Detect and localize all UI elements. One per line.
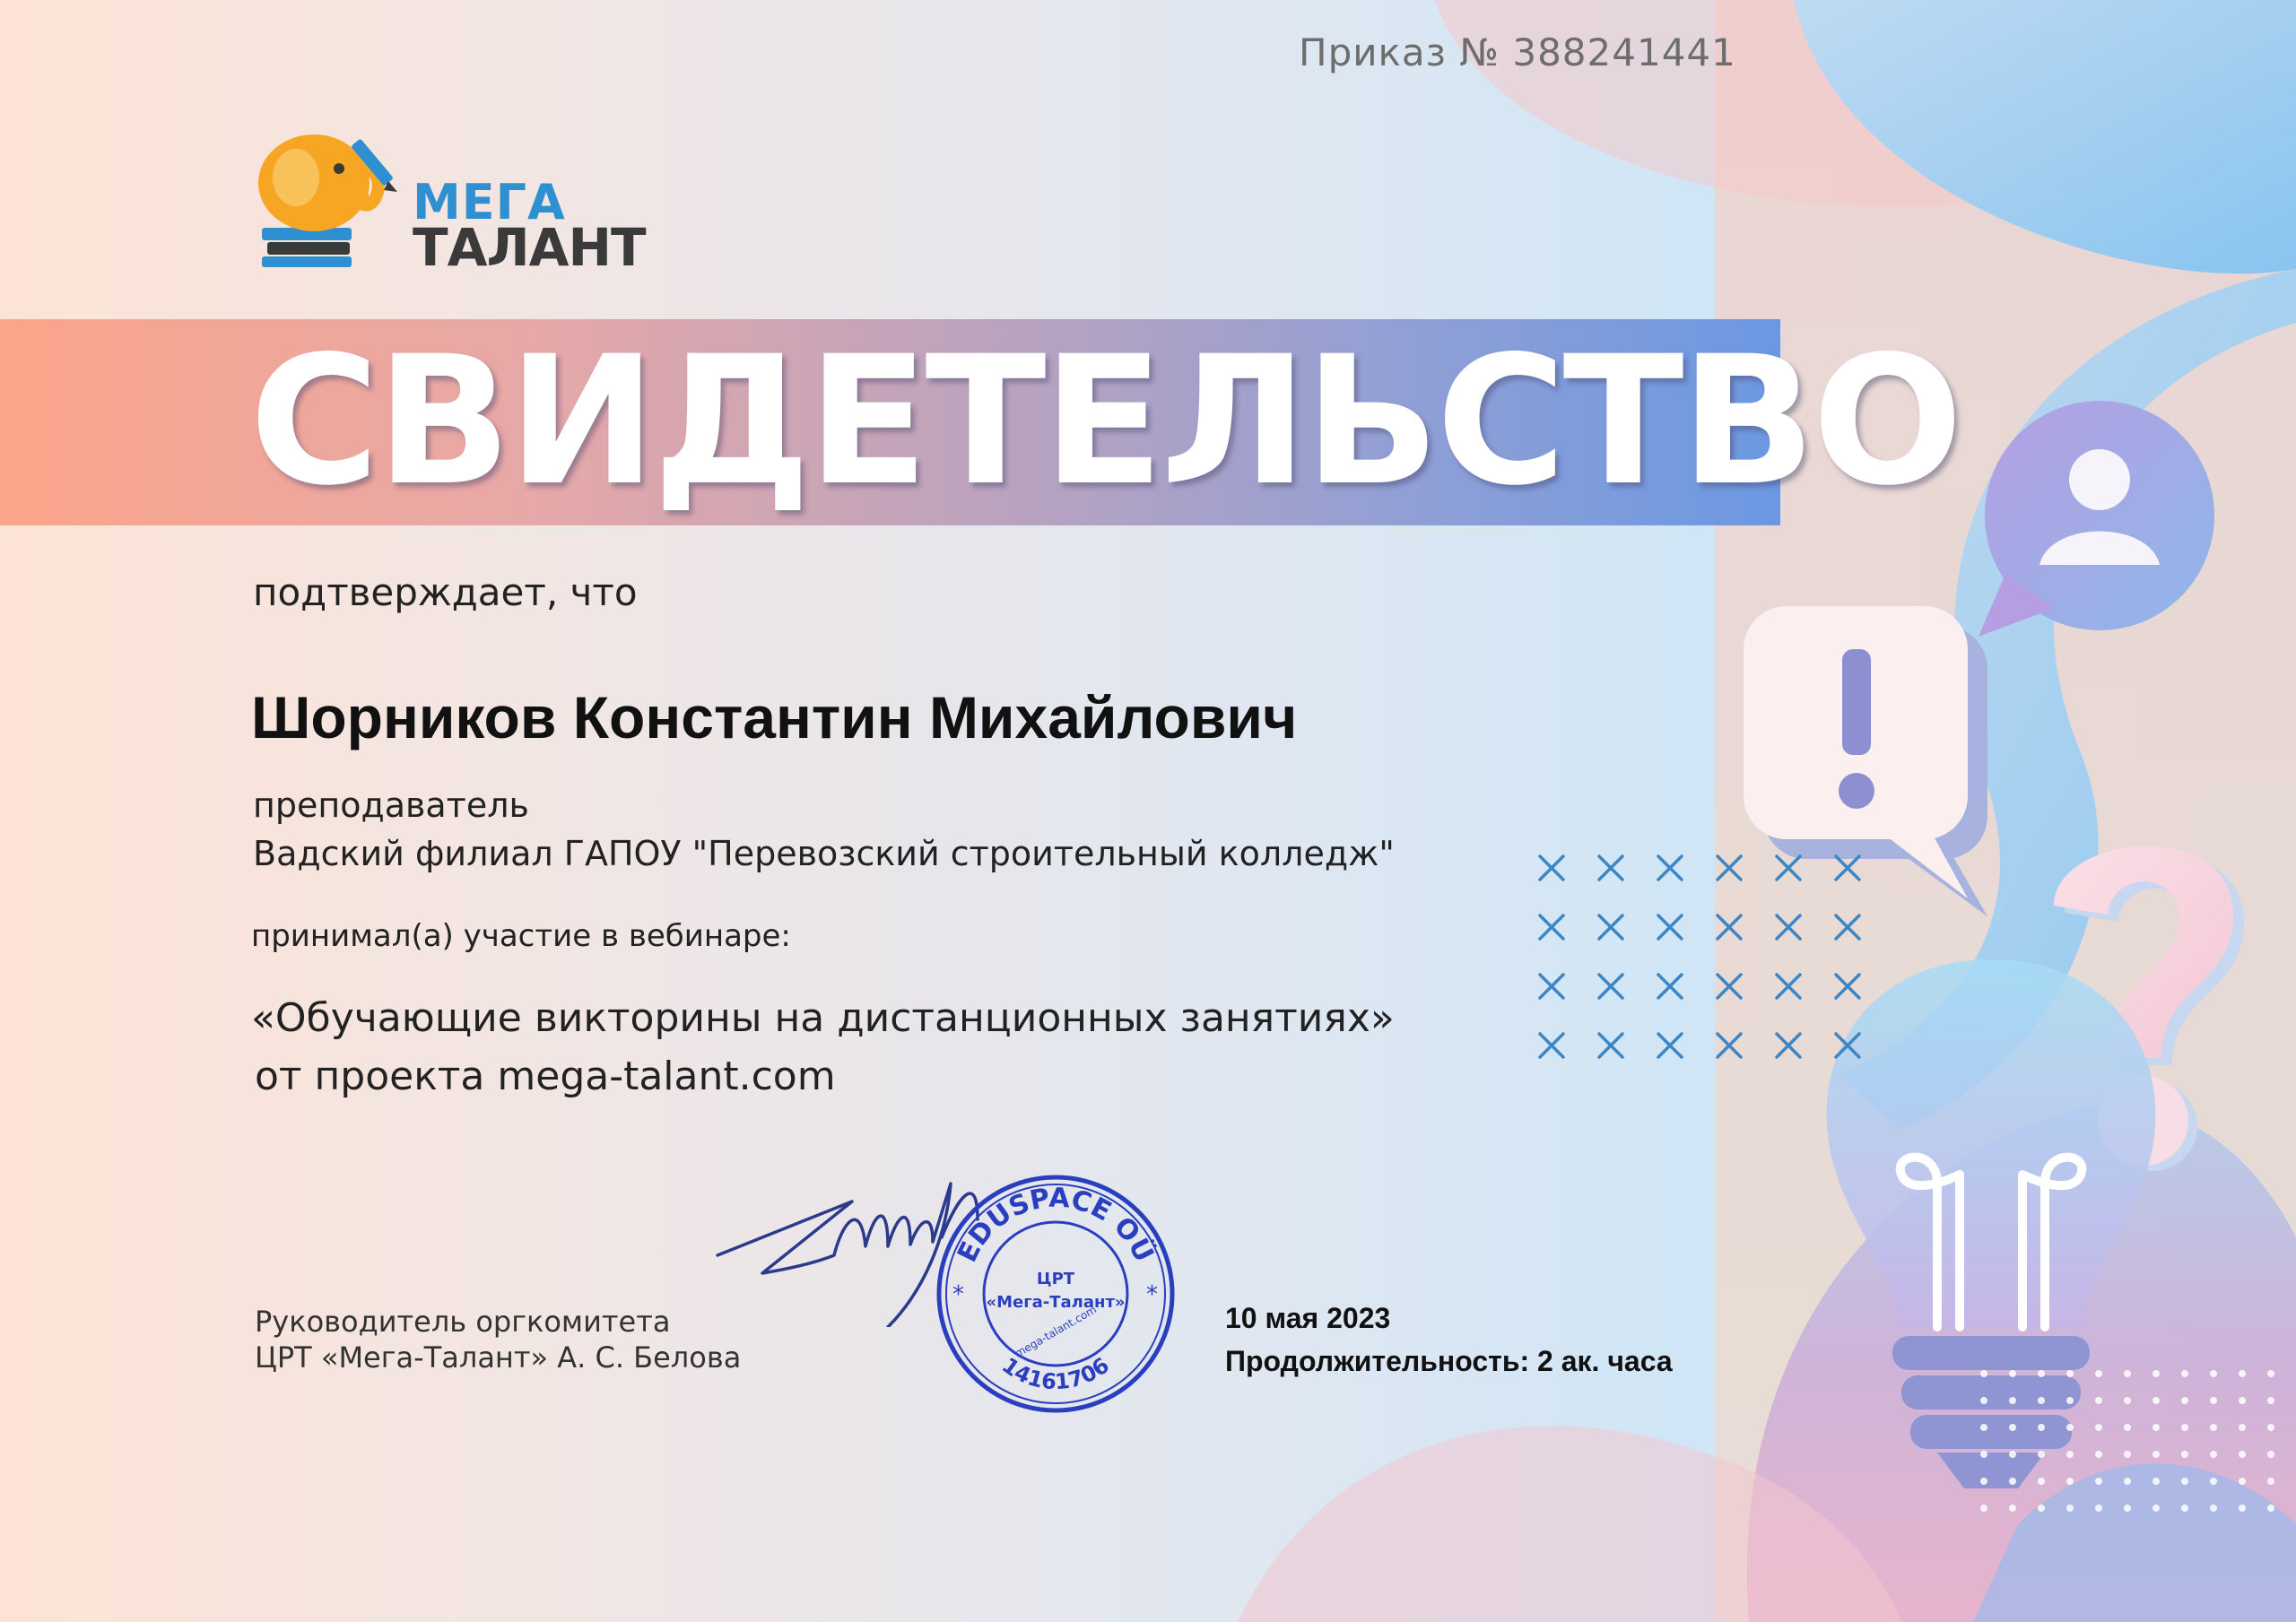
dot (2066, 1370, 2074, 1377)
dot (2009, 1451, 2016, 1458)
dot (2095, 1451, 2102, 1458)
elephant-logo-icon (249, 127, 411, 271)
dot (2124, 1505, 2131, 1512)
dot (2267, 1478, 2274, 1485)
dot (2210, 1424, 2217, 1431)
cross-mark (1777, 975, 1800, 998)
dot (2038, 1505, 2045, 1512)
dot-grid-pattern (1973, 1363, 2296, 1542)
dot (1980, 1505, 1987, 1512)
dot (2181, 1505, 2188, 1512)
cross-mark (1540, 915, 1563, 939)
dot (2152, 1478, 2160, 1485)
cross-mark (1777, 1034, 1800, 1057)
dot (2038, 1478, 2045, 1485)
dot (2066, 1424, 2074, 1431)
dot (2009, 1370, 2016, 1377)
dot (2152, 1397, 2160, 1404)
dot (2239, 1505, 2246, 1512)
dot (1980, 1424, 1987, 1431)
dot (2009, 1424, 2016, 1431)
cross-mark (1599, 856, 1622, 880)
recipient-name: Шорников Константин Михайлович (251, 684, 1298, 750)
cross-mark (1658, 975, 1682, 998)
dot (2181, 1451, 2188, 1458)
cross-mark (1777, 856, 1800, 880)
stamp-center-line2: «Мега-Талант» (986, 1293, 1126, 1312)
dot (2239, 1478, 2246, 1485)
dot (2239, 1397, 2246, 1404)
svg-text:*: * (952, 1281, 964, 1308)
webinar-title: «Обучающие викторины на дистанционных занятиях» (251, 995, 1395, 1041)
dot (2210, 1370, 2217, 1377)
logo-text-mega: МЕГА (413, 174, 566, 230)
dot (2181, 1478, 2188, 1485)
dot (2210, 1478, 2217, 1485)
cross-mark (1836, 1034, 1859, 1057)
organization-stamp (933, 1171, 1178, 1417)
confirms-text: подтверждает, что (253, 570, 638, 614)
dot (2239, 1370, 2246, 1377)
svg-text:14161706: 14161706 (996, 1352, 1115, 1395)
signatory-role: Руководитель оргкомитета (255, 1305, 671, 1339)
dot (2124, 1370, 2131, 1377)
cross-mark (1836, 856, 1859, 880)
cross-mark (1658, 915, 1682, 939)
cross-mark (1658, 1034, 1682, 1057)
cross-grid-pattern (1534, 850, 1874, 1083)
dot (2239, 1451, 2246, 1458)
project-text: от проекта mega-talant.com (255, 1054, 836, 1099)
dot (2267, 1370, 2274, 1377)
dot (2095, 1478, 2102, 1485)
dot (2210, 1451, 2217, 1458)
cross-mark (1540, 975, 1563, 998)
dot (1980, 1478, 1987, 1485)
dot (2066, 1478, 2074, 1485)
dot (2038, 1370, 2045, 1377)
cross-mark (1540, 1034, 1563, 1057)
dot (2267, 1451, 2274, 1458)
stamp-center-line1: ЦРТ (1036, 1270, 1075, 1288)
dot (2181, 1397, 2188, 1404)
order-number: Приказ № 388241441 (1299, 30, 1736, 74)
cross-mark (1540, 856, 1563, 880)
dot (2009, 1505, 2016, 1512)
dot (2095, 1397, 2102, 1404)
dot (2066, 1397, 2074, 1404)
dot (2239, 1424, 2246, 1431)
dot (2152, 1370, 2160, 1377)
duration: Продолжительность: 2 ак. часа (1225, 1345, 1673, 1377)
dot (2210, 1397, 2217, 1404)
dot (2095, 1424, 2102, 1431)
recipient-position: преподаватель (253, 785, 529, 825)
dot (2152, 1505, 2160, 1512)
logo-text-talant: ТАЛАНТ (413, 217, 646, 278)
dot (2210, 1505, 2217, 1512)
dot (1980, 1397, 1987, 1404)
issue-date: 10 мая 2023 (1225, 1302, 1391, 1334)
cross-mark (1718, 975, 1741, 998)
dot (1980, 1370, 1987, 1377)
cross-mark (1836, 975, 1859, 998)
signatory-name: ЦРТ «Мега-Талант» А. С. Белова (255, 1340, 742, 1375)
svg-text:*: * (1146, 1281, 1158, 1308)
dot (2066, 1451, 2074, 1458)
dot (2009, 1478, 2016, 1485)
participated-text: принимал(а) участие в вебинаре: (251, 918, 791, 954)
cross-mark (1658, 856, 1682, 880)
dot (2038, 1451, 2045, 1458)
dot (2038, 1424, 2045, 1431)
cross-mark (1777, 915, 1800, 939)
certificate-title: СВИДЕТЕЛЬСТВО (249, 317, 1960, 525)
dot (2124, 1451, 2131, 1458)
dot (2181, 1370, 2188, 1377)
cross-mark (1599, 915, 1622, 939)
cross-mark (1718, 915, 1741, 939)
dot (2066, 1505, 2074, 1512)
dot (2095, 1370, 2102, 1377)
cross-mark (1599, 1034, 1622, 1057)
dot (2267, 1397, 2274, 1404)
cross-mark (1718, 856, 1741, 880)
dot (2152, 1451, 2160, 1458)
recipient-organization: Вадский филиал ГАПОУ "Перевозский строительный колледж" (253, 834, 1395, 873)
dot (2152, 1424, 2160, 1431)
dot (2181, 1424, 2188, 1431)
dot (2095, 1505, 2102, 1512)
dot (1980, 1451, 1987, 1458)
dot (2124, 1424, 2131, 1431)
cross-mark (1836, 915, 1859, 939)
dot (2009, 1397, 2016, 1404)
cross-mark (1718, 1034, 1741, 1057)
svg-text:EDUSPACE OÜ: EDUSPACE OÜ (952, 1182, 1160, 1268)
dot (2267, 1505, 2274, 1512)
cross-mark (1599, 975, 1622, 998)
dot (2267, 1424, 2274, 1431)
dot (2124, 1397, 2131, 1404)
stamp-url: mega-talant.com (1012, 1303, 1100, 1360)
dot (2038, 1397, 2045, 1404)
dot (2124, 1478, 2131, 1485)
mega-talant-logo (249, 127, 646, 280)
